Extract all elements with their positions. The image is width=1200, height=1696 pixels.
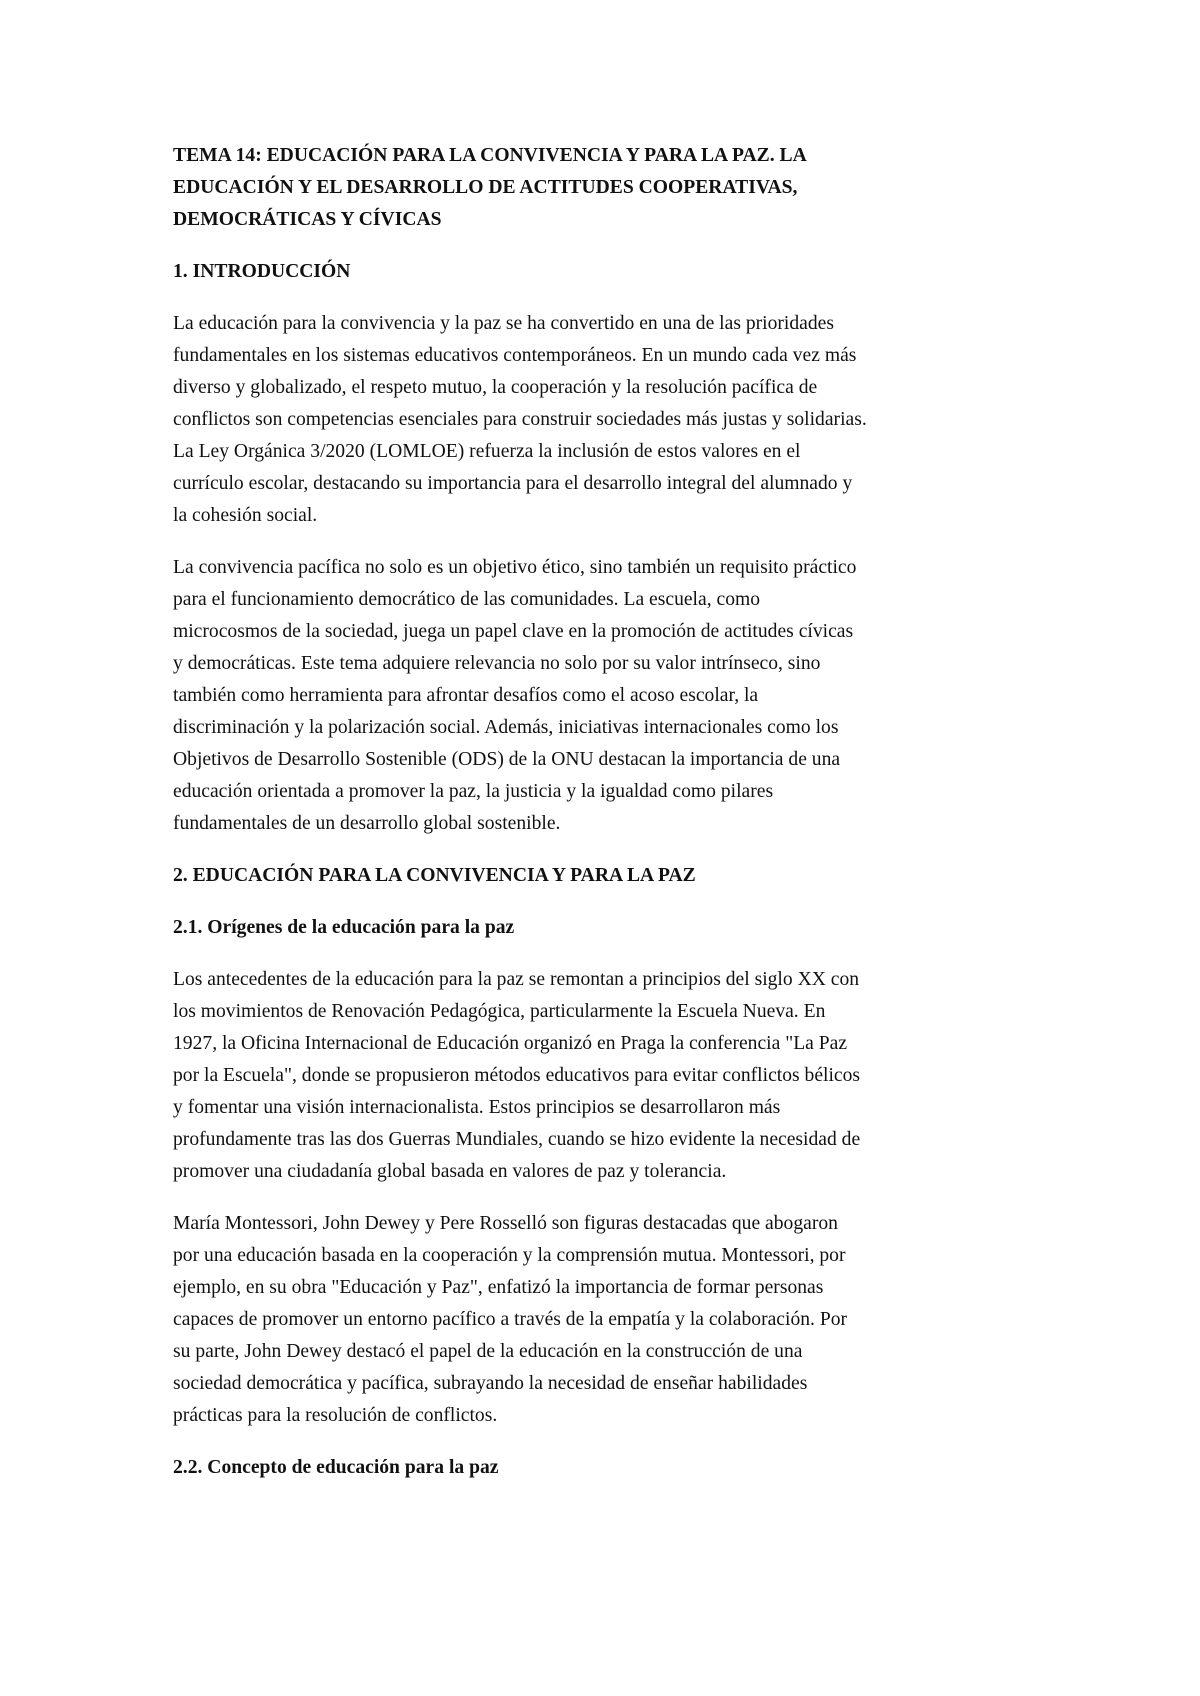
text-line: los movimientos de Renovación Pedagógica, particularmente la Escuela Nueva. En [173, 1001, 826, 1022]
text-line: educación orientada a promover la paz, la justicia y la igualdad como pilares [173, 781, 774, 802]
text-line: y fomentar una visión internacionalista. Estos principios se desarrollaron más [173, 1097, 781, 1118]
title-line: EDUCACIÓN Y EL DESARROLLO DE ACTITUDES COOPERATIVAS, [173, 177, 798, 198]
section-2-1-heading: 2.1. Orígenes de la educación para la paz [173, 917, 515, 938]
text-line: microcosmos de la sociedad, juega un papel clave en la promoción de actitudes cívicas [173, 621, 854, 642]
title-line: TEMA 14: EDUCACIÓN PARA LA CONVIVENCIA Y PARA LA PAZ. LA [173, 145, 807, 166]
document-page [173, 140, 1043, 1504]
section-1-heading: 1. INTRODUCCIÓN [173, 261, 351, 282]
text-line: fundamentales en los sistemas educativos contemporáneos. En un mundo cada vez más [173, 345, 857, 366]
text-line: La convivencia pacífica no solo es un objetivo ético, sino también un requisito práctico [173, 557, 857, 578]
text-line: Los antecedentes de la educación para la paz se remontan a principios del siglo XX con [173, 969, 860, 990]
text-line: La educación para la convivencia y la paz se ha convertido en una de las prioridades [173, 313, 834, 334]
section-2-1-paragraph-1 [173, 964, 1043, 1188]
text-line: prácticas para la resolución de conflictos. [173, 1405, 498, 1426]
text-line: su parte, John Dewey destacó el papel de la educación en la construcción de una [173, 1341, 803, 1362]
text-line: capaces de promover un entorno pacífico a través de la empatía y la colaboración. Por [173, 1309, 848, 1330]
text-line: Objetivos de Desarrollo Sostenible (ODS) de la ONU destacan la importancia de una [173, 749, 841, 770]
section-2-2-heading: 2.2. Concepto de educación para la paz [173, 1457, 499, 1478]
text-line: currículo escolar, destacando su importancia para el desarrollo integral del alumnado y [173, 473, 853, 494]
text-line: 1927, la Oficina Internacional de Educación organizó en Praga la conferencia "La Paz [173, 1033, 848, 1054]
text-line: promover una ciudadanía global basada en valores de paz y tolerancia. [173, 1161, 727, 1182]
text-line: profundamente tras las dos Guerras Mundiales, cuando se hizo evidente la necesidad de [173, 1129, 861, 1150]
text-line: ejemplo, en su obra "Educación y Paz", enfatizó la importancia de formar personas [173, 1277, 824, 1298]
section-2-1-paragraph-2 [173, 1208, 1043, 1432]
text-line: para el funcionamiento democrático de las comunidades. La escuela, como [173, 589, 761, 610]
title-line: DEMOCRÁTICAS Y CÍVICAS [173, 209, 442, 230]
text-line: también como herramienta para afrontar desafíos como el acoso escolar, la [173, 685, 759, 706]
text-line: por una educación basada en la cooperación y la comprensión mutua. Montessori, por [173, 1245, 846, 1266]
text-line: conflictos son competencias esenciales para construir sociedades más justas y solidarias. [173, 409, 867, 430]
document-title [173, 140, 1043, 236]
text-line: discriminación y la polarización social. Además, iniciativas internacionales como los [173, 717, 839, 738]
section-2-heading: 2. EDUCACIÓN PARA LA CONVIVENCIA Y PARA LA PAZ [173, 865, 696, 886]
text-line: La Ley Orgánica 3/2020 (LOMLOE) refuerza la inclusión de estos valores en el [173, 441, 801, 462]
text-line: por la Escuela", donde se propusieron métodos educativos para evitar conflictos bélicos [173, 1065, 861, 1086]
text-line: María Montessori, John Dewey y Pere Rosselló son figuras destacadas que abogaron [173, 1213, 838, 1234]
section-1-paragraph-2 [173, 552, 1043, 840]
text-line: diverso y globalizado, el respeto mutuo, la cooperación y la resolución pacífica de [173, 377, 818, 398]
text-line: y democráticas. Este tema adquiere relevancia no solo por su valor intrínseco, sino [173, 653, 821, 674]
text-line: sociedad democrática y pacífica, subrayando la necesidad de enseñar habilidades [173, 1373, 808, 1394]
text-line: fundamentales de un desarrollo global sostenible. [173, 813, 561, 834]
text-line: la cohesión social. [173, 505, 318, 526]
section-1-paragraph-1 [173, 308, 1043, 532]
